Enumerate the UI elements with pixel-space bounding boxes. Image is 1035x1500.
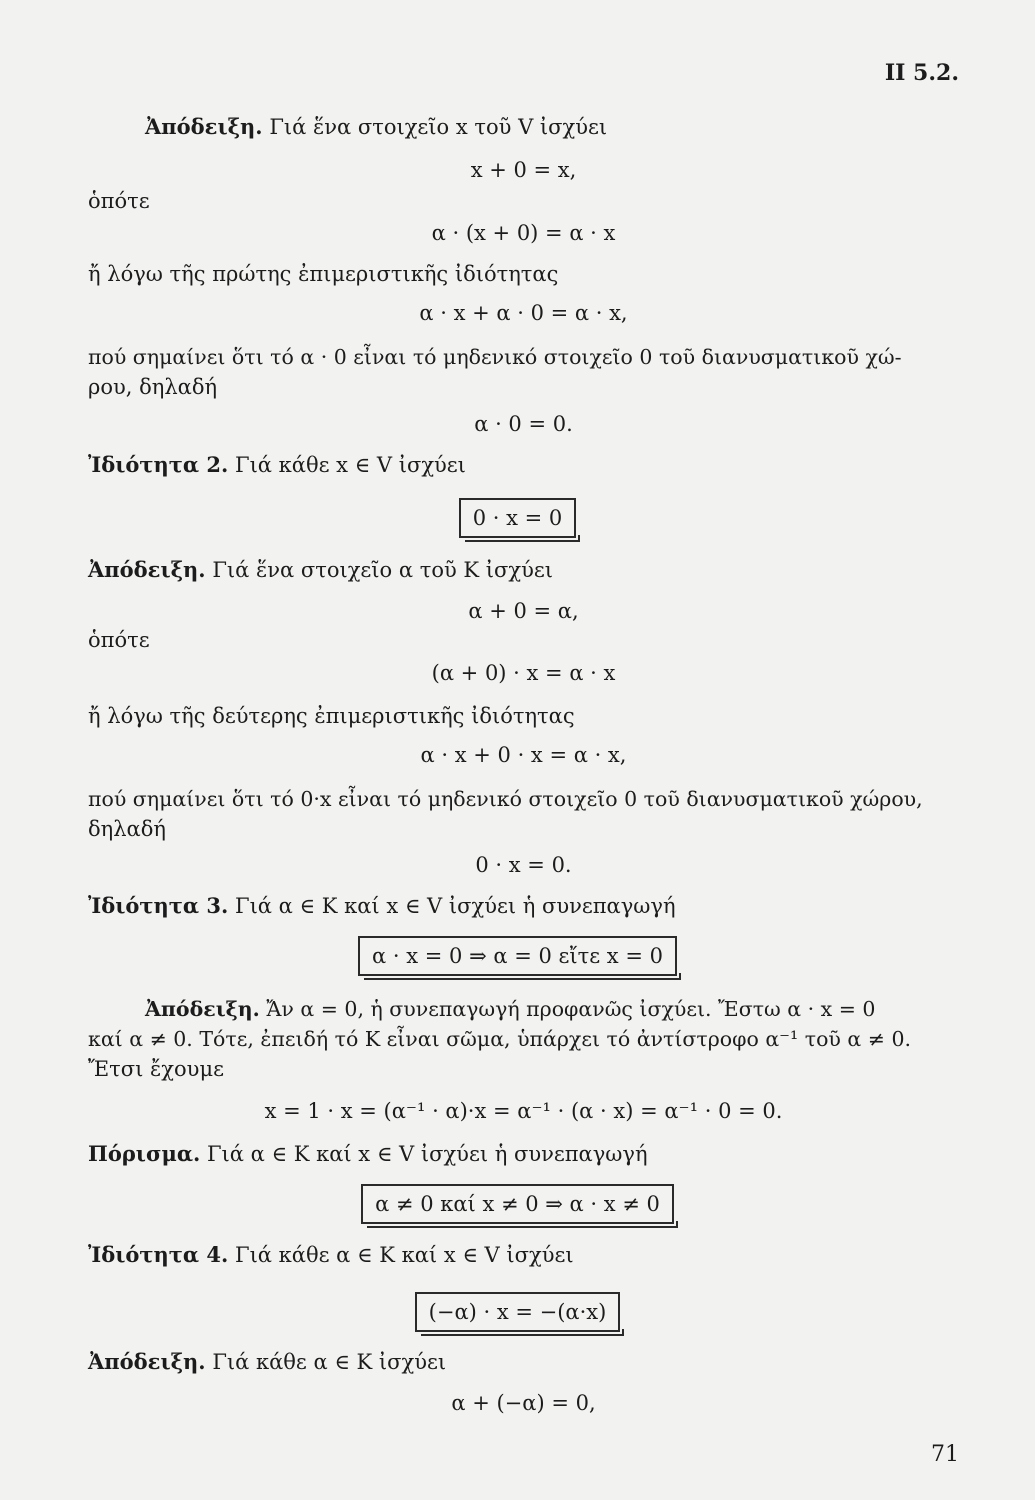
- paragraph-text: Ἔτσι ἔχουμε: [88, 1057, 224, 1081]
- proof-label: Ἀπόδειξη.: [88, 1349, 206, 1374]
- paragraph-text: ὁπότε: [88, 628, 150, 652]
- page-number: 71: [931, 1442, 959, 1467]
- boxed-formula-wrap: [0, 1184, 1035, 1224]
- corollary-label: Πόρισμα.: [88, 1141, 201, 1166]
- paragraph-text: ὁπότε: [88, 189, 150, 213]
- paragraph-text: Γιά ἕνα στοιχεῖο x τοῦ V ἰσχύει: [269, 115, 608, 139]
- property-label: Ἰδιότητα 3.: [88, 893, 229, 918]
- paragraph-text: Ἄν α = 0, ἡ συνεπαγωγή προφανῶς ἰσχύει. Ἔστω α · x = 0: [266, 997, 876, 1021]
- boxed-formula: (−α) · x = −(α·x): [415, 1292, 621, 1332]
- paragraph-text: Γιά κάθε x ∈ V ἰσχύει: [235, 453, 466, 477]
- boxed-formula-wrap: [0, 498, 1035, 538]
- property4-statement: [88, 1240, 959, 1270]
- proof-label: Ἀπόδειξη.: [145, 114, 263, 139]
- property2-statement: [88, 450, 959, 480]
- equation: x = 1 · x = (α⁻¹ · α)·x = α⁻¹ · (α · x) = α⁻¹ · 0 = 0.: [264, 1099, 783, 1123]
- paragraph-text: ἤ λόγω τῆς πρώτης ἐπιμεριστικῆς ἰδιότητας: [88, 262, 559, 286]
- equation: α + (−α) = 0,: [451, 1391, 596, 1415]
- boxed-formula-wrap: [0, 1292, 1035, 1332]
- proof1-intro: [145, 112, 959, 142]
- paragraph-text: Γιά κάθε α ∈ K ἰσχύει: [212, 1350, 447, 1374]
- corollary-statement: [88, 1139, 959, 1169]
- paragraph-text: ἤ λόγω τῆς δεύτερης ἐπιμεριστικῆς ἰδιότητας: [88, 704, 575, 728]
- section-header: II 5.2.: [884, 60, 959, 86]
- boxed-formula-wrap: [0, 936, 1035, 976]
- equation: α + 0 = α,: [468, 599, 579, 623]
- paragraph-text: ρου, δηλαδή: [88, 375, 218, 399]
- paragraph-text: Γιά κάθε α ∈ K καί x ∈ V ἰσχύει: [235, 1243, 574, 1267]
- property3-statement: [88, 891, 959, 921]
- paragraph-text: Γιά ἕνα στοιχεῖο α τοῦ K ἰσχύει: [212, 558, 553, 582]
- boxed-formula: 0 · x = 0: [459, 498, 577, 538]
- proof-label: Ἀπόδειξη.: [145, 997, 260, 1021]
- property-label: Ἰδιότητα 4.: [88, 1242, 229, 1267]
- equation: α · x + α · 0 = α · x,: [419, 301, 628, 325]
- paragraph-text: Γιά α ∈ K καί x ∈ V ἰσχύει ἡ συνεπαγωγή: [235, 894, 676, 918]
- equation: α · 0 = 0.: [474, 412, 573, 436]
- equation: α · x + 0 · x = α · x,: [420, 743, 627, 767]
- equation: α · (x + 0) = α · x: [431, 221, 616, 245]
- equation: x + 0 = x,: [470, 158, 577, 182]
- paragraph-text: καί α ≠ 0. Τότε, ἐπειδή τό K εἶναι σῶμα, ὑπάρχει τό ἀντίστροφο α⁻¹ τοῦ α ≠ 0.: [88, 1027, 912, 1051]
- proof4-intro: [88, 1347, 959, 1377]
- paragraph-text: πού σημαίνει ὅτι τό α · 0 εἶναι τό μηδενικό στοιχεῖο 0 τοῦ διανυσματικοῦ χώ-: [88, 345, 902, 369]
- proof2-intro: [88, 555, 959, 585]
- equation: 0 · x = 0.: [475, 853, 572, 877]
- paragraph-text: δηλαδή: [88, 817, 166, 841]
- paragraph-text: Γιά α ∈ K καί x ∈ V ἰσχύει ἡ συνεπαγωγή: [206, 1142, 648, 1166]
- equation: (α + 0) · x = α · x: [431, 661, 616, 685]
- proof-label: Ἀπόδειξη.: [88, 557, 206, 582]
- property-label: Ἰδιότητα 2.: [88, 452, 229, 477]
- proof3-line1: [145, 994, 959, 1024]
- boxed-formula: α ≠ 0 καί x ≠ 0 ⇒ α · x ≠ 0: [361, 1184, 674, 1224]
- paragraph-text: πού σημαίνει ὅτι τό 0·x εἶναι τό μηδενικό στοιχεῖο 0 τοῦ διανυσματικοῦ χώρου,: [88, 787, 923, 811]
- boxed-formula: α · x = 0 ⇒ α = 0 εἴτε x = 0: [358, 936, 677, 976]
